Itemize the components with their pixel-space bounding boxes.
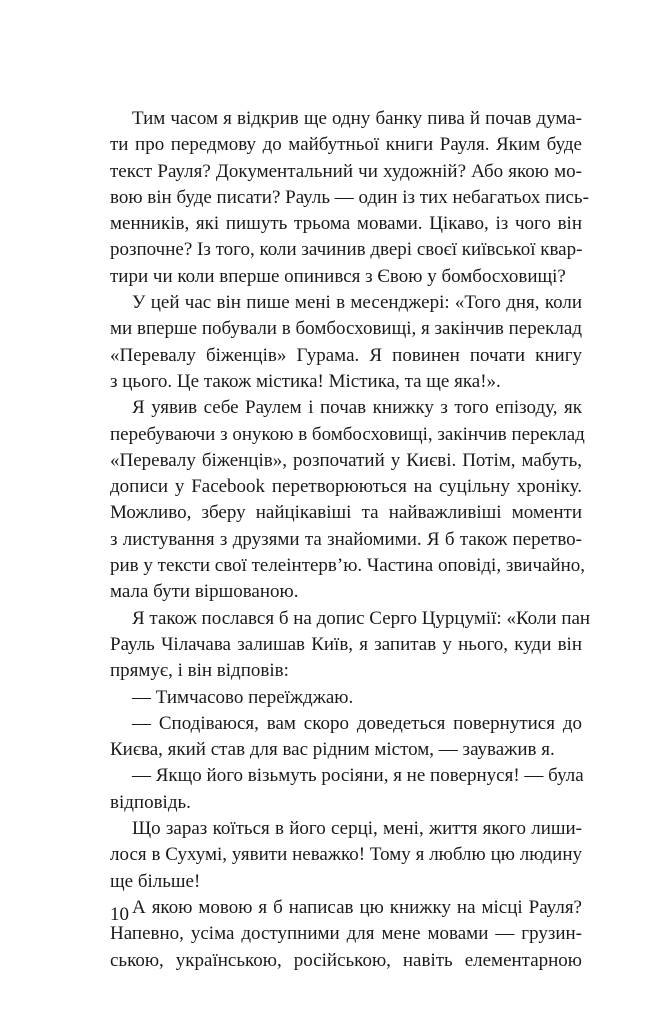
text-line: тири чи коли вперше опинився з Євою у бомбосховищі? xyxy=(110,265,566,287)
text-line: рив у тексти свої телеінтерв’ю. Частина оповіді, звичайно, xyxy=(110,555,586,577)
text-line: ти про передмову до майбутньої книги Рауля. Яким буде xyxy=(110,134,582,156)
text-line: відповідь. xyxy=(110,791,191,813)
text-line: розпочне? Із того, коли зачинив двері своєї київської квар- xyxy=(110,239,583,261)
text-line: ською, українською, російською, навіть елементарною xyxy=(110,949,582,971)
text-line: — Сподіваюся, вам скоро доведеться повернутися до xyxy=(132,712,582,734)
text-line: — Якщо його візьмуть росіяни, я не повернуся! — була xyxy=(132,765,584,787)
text-line: з цього. Це також містика! Містика, та ще яка!». xyxy=(110,370,501,392)
text-line: прямує, і він відповів: xyxy=(110,660,289,682)
text-line: А якою мовою я б написав цю книжку на місці Рауля? xyxy=(132,896,582,918)
text-line: Тим часом я відкрив ще одну банку пива й почав дума- xyxy=(132,108,582,129)
text-line: текст Рауля? Документальний чи художній? Або якою мо- xyxy=(110,160,582,182)
text-line: Що зараз коїться в його серці, мені, життя якого лиши- xyxy=(132,818,582,840)
text-line: У цей час він пише мені в месенджері: «Того дня, коли xyxy=(132,292,582,314)
page-number: 10 xyxy=(110,904,129,925)
text-line: ми вперше побували в бомбосховищі, я закінчив переклад xyxy=(110,318,582,340)
text-line: Рауль Чілачава залишав Київ, я запитав у нього, куди він xyxy=(110,633,582,655)
text-line: вою він буде писати? Рауль — один із тих небагатьох пись- xyxy=(110,186,589,208)
text-line: дописи у Facebook перетворюються на суцільну хроніку. xyxy=(110,476,582,498)
text-line: «Перевалу біженців», розпочатий у Києві. Потім, мабуть, xyxy=(110,449,582,471)
text-line: ще більше! xyxy=(110,870,201,892)
text-line: Я уявив себе Раулем і почав книжку з того епізоду, як xyxy=(132,397,582,419)
text-line: перебуваючи з онукою в бомбосховищі, закінчив переклад xyxy=(110,423,585,445)
text-line: мала бути віршованою. xyxy=(110,581,299,603)
text-line: Напевно, усіма доступними для мене мовами — грузин- xyxy=(110,923,582,945)
text-line: менників, які пишуть трьома мовами. Цікаво, із чого він xyxy=(110,213,582,235)
text-line: Я також послався б на допис Серго Цурцумії: «Коли пан xyxy=(132,607,591,629)
text-line: Можливо, зберу найцікавіші та найважливіші моменти xyxy=(110,502,582,524)
text-line: «Перевалу біженців» Гурама. Я повинен почати книгу xyxy=(110,344,582,366)
text-line: Києва, який став для вас рідним містом, — зауважив я. xyxy=(110,739,555,761)
text-line: лося в Сухумі, уявити неважко! Тому я люблю цю людину xyxy=(110,844,582,866)
text-line: — Тимчасово переїжджаю. xyxy=(132,686,354,708)
body-text xyxy=(110,106,591,974)
text-line: з листування з друзями та знайомими. Я б також перетво- xyxy=(110,528,582,550)
